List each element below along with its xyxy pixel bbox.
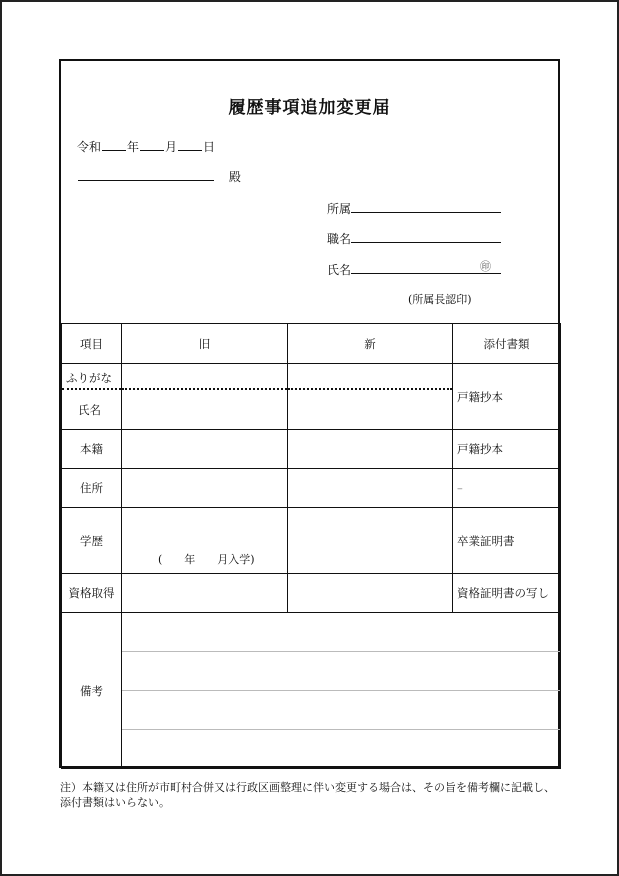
attachment-name: 戸籍抄本 (453, 364, 561, 430)
position-field[interactable] (351, 230, 501, 243)
month-label: 月 (165, 140, 178, 154)
month-field[interactable] (140, 140, 164, 151)
remarks-rule (122, 729, 560, 730)
table-header-row (62, 324, 561, 364)
new-name-cell[interactable] (288, 364, 453, 430)
affiliation-field[interactable] (351, 200, 501, 213)
attachment-qualification: 資格証明書の写し (453, 574, 561, 613)
remarks-cell[interactable] (122, 613, 561, 769)
table-row-remarks (62, 613, 561, 769)
dotted-divider (288, 388, 452, 390)
row-label-address: 住所 (62, 469, 122, 508)
approval-note: (所属長認印) (408, 293, 472, 306)
table-row-domicile (62, 430, 561, 469)
affiliation-label: 所属 (327, 202, 352, 216)
header-attachment: 添付書類 (453, 324, 561, 364)
row-label-remarks: 備考 (62, 613, 122, 769)
affiliation-row (327, 200, 501, 217)
date-line (77, 138, 215, 155)
old-qualification-cell[interactable] (122, 574, 288, 613)
table-row-education (62, 508, 561, 574)
old-domicile-cell[interactable] (122, 430, 288, 469)
footnote: 注）本籍又は住所が市町村合併又は行政区画整理に伴い変更する場合は、その旨を備考欄に記載し、添付書類はいらない。 (60, 781, 555, 809)
row-label-education: 学歴 (62, 508, 122, 574)
old-education-cell[interactable] (122, 508, 288, 574)
position-label: 職名 (327, 232, 352, 246)
dotted-divider (122, 388, 287, 390)
attachment-address: – (453, 469, 561, 508)
row-label-domicile: 本籍 (62, 430, 122, 469)
position-row (327, 230, 501, 247)
header-new: 新 (288, 324, 453, 364)
old-address-cell[interactable] (122, 469, 288, 508)
name-label: 氏名 (327, 263, 352, 277)
year-field[interactable] (102, 140, 126, 151)
furigana-label: ふりがな (66, 371, 112, 385)
name-row (327, 261, 501, 278)
table-row-name (62, 364, 561, 430)
change-table (61, 323, 561, 769)
header-old: 旧 (122, 324, 288, 364)
era-label: 令和 (77, 140, 102, 154)
form-frame (59, 59, 560, 768)
old-name-cell[interactable] (122, 364, 288, 430)
table-row-qualification (62, 574, 561, 613)
new-qualification-cell[interactable] (288, 574, 453, 613)
addressee-line (77, 168, 241, 185)
remarks-rule (122, 690, 560, 691)
day-label: 日 (203, 140, 216, 154)
seal-mark: ㊞ (480, 260, 492, 273)
row-label-name (62, 364, 122, 430)
row-label-qualification: 資格取得 (62, 574, 122, 613)
form-title: 履歴事項追加変更届 (228, 98, 391, 118)
enrollment-note: ( 年 月入学) (158, 553, 255, 566)
name-row-label: 氏名 (78, 403, 101, 417)
remarks-rule (122, 651, 560, 652)
new-education-cell[interactable] (288, 508, 453, 574)
new-domicile-cell[interactable] (288, 430, 453, 469)
addressee-field[interactable] (78, 170, 214, 181)
attachment-education: 卒業証明書 (453, 508, 561, 574)
new-address-cell[interactable] (288, 469, 453, 508)
attachment-domicile: 戸籍抄本 (453, 430, 561, 469)
header-item: 項目 (62, 324, 122, 364)
name-field[interactable] (351, 261, 501, 274)
year-label: 年 (127, 140, 140, 154)
dotted-divider (62, 388, 121, 390)
table-row-address (62, 469, 561, 508)
addressee-suffix: 殿 (228, 170, 241, 184)
day-field[interactable] (178, 140, 202, 151)
